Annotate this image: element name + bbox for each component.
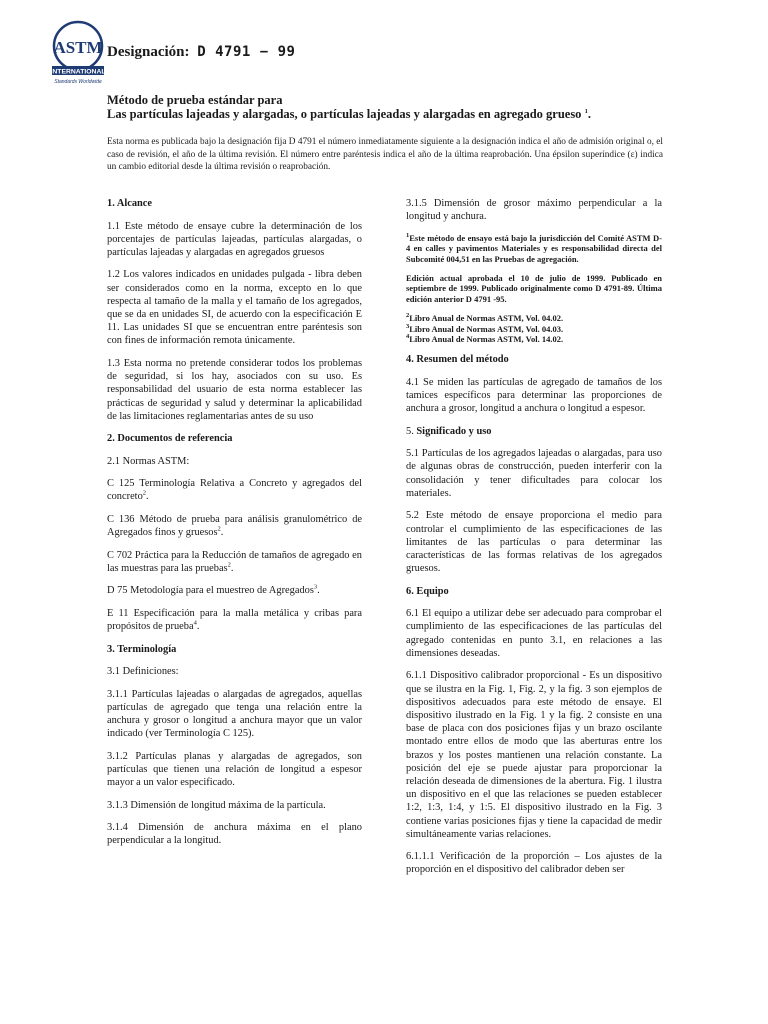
paragraph-4-1: 4.1 Se miden las partículas de agregado de tamaños de los tamices específicos para determinar las proporciones de anchura a grosor, longitud a anchura o longitud a espesor. <box>406 376 662 415</box>
paragraph-3-1-4: 3.1.4 Dimensión de anchura máxima en el plano perpendicular a la longitud. <box>107 822 362 847</box>
title-line-1: Método de prueba estándar para <box>107 93 283 107</box>
section-heading-significance: 5. Significado y uso <box>406 425 492 437</box>
reference-c125: C 125 Terminología Relativa a Concreto y agregados del concreto$^2$. <box>107 478 362 503</box>
paragraph-6-1: 6.1 El equipo a utilizar debe ser adecuado para comprobar el cumplimiento de las especificaciones de las partículas del agregado contenidas en punto 3.1, en relaciones a las dimensiones deseadas. <box>406 608 662 659</box>
paragraph-3-1-2: 3.1.2 Partículas planas y alargadas de agregados, son partículas que tienen una relación de longitud a espesor mayor a un valor especificado. <box>107 750 362 789</box>
paragraph-2-1: 2.1 Normas ASTM: <box>107 455 190 467</box>
paragraph-5-1: 5.1 Partículas de los agregados lajeadas o alargadas, para uso de algunas obras de construcción, pueden interferir con la consolidación y tener dificultades para colocar los materiales. <box>406 448 662 499</box>
paragraph-6-1-1-1: 6.1.1.1 Verificación de la proporción – Los ajustes de la proporción en el dispositivo del calibrador deben ser <box>406 851 662 876</box>
svg-text:Standards Worldwide: Standards Worldwide <box>54 79 102 85</box>
left-column <box>107 197 362 857</box>
svg-text:ASTM: ASTM <box>53 38 103 57</box>
designation <box>107 44 295 61</box>
section-heading-terminology: 3. Terminología <box>107 643 177 655</box>
reference-d75: D 75 Metodología para el muestreo de Agregados$^3$. <box>107 583 320 597</box>
title-line-2: Las partículas lajeadas y alargadas, o partículas lajeadas y alargadas en agregado grueso $^1$. <box>107 107 591 121</box>
designation-label: Designación: <box>107 44 190 60</box>
reference-c136: C 136 Método de prueba para análisis granulométrico de Agregados finos y gruesos$^2$. <box>107 513 362 539</box>
footnote-2: $^2$Libro Anual de Normas ASTM, Vol. 04.02. <box>406 312 564 324</box>
designation-code: D 4791 − 99 <box>197 44 296 60</box>
paragraph-1-1: 1.1 Este método de ensaye cubre la determinación de los porcentajes de partículas lajeadas, partículas alargadas, o partículas lajeadas y alargadas en agregados gruesos <box>107 220 362 258</box>
paragraph-5-2: 5.2 Este método de ensaye proporciona el medio para controlar el cumplimiento de las especificaciones de las limitantes de las partículas o para determinar las características de las formas relativas de los agregados gruesos. <box>406 510 662 575</box>
footnote-1: $^1$Este método de ensayo está bajo la jurisdicción del Comité ASTM D-4 en calles y pavimentos Materiales y es responsabilidad directa del Subcomité 004,51 en las Pruebas de agregación. <box>406 231 662 264</box>
reference-c702: C 702 Práctica para la Reducción de tamaños de agregado en las muestras para las pruebas$^2$. <box>107 549 362 574</box>
svg-text:INTERNATIONAL: INTERNATIONAL <box>50 68 106 76</box>
paragraph-1-2: 1.2 Los valores indicados en unidades pulgada - libra deben ser considerados como en la norma, excepto en lo que respecta al tamaño de la malla y el tamaño de los agregados, que se da en unidades SI, de acuerdo con la especificación E 11. Las unidades SI que se encuentran entre paréntesis son con fines de información remota únicamente. <box>107 269 362 347</box>
footnotes-volumes <box>406 313 662 344</box>
section-heading-equipment: 6. Equipo <box>406 585 449 597</box>
reference-e11: E 11 Especificación para la malla metálica y cribas para propósitos de prueba$^4$. <box>107 607 362 633</box>
paragraph-3-1-1: 3.1.1 Partículas lajeadas o alargadas de agregados, aquellas partículas de agregado que tenga una relación entre la anchura y grosor o longitud a anchura mayor que un valor indicado (ver Terminología C 125). <box>107 688 362 740</box>
footnote-4: $^4$Libro Anual de Normas ASTM, Vol. 14.02. <box>406 333 564 344</box>
right-column <box>406 197 662 886</box>
astm-logo <box>50 20 106 90</box>
footnote-edition: Edición actual aprobada el 10 de julio de 1999. Publicado en septiembre de 1999. Publicado originalmente como D 4791-89. Última edición anterior D 4791 -95. <box>406 272 662 304</box>
paragraph-1-3: 1.3 Esta norma no pretende considerar todos los problemas de seguridad, si los hay, asociados con su uso. Es responsabilidad del usuario de esta norma establecer las prácticas de seguridad y salud y determinar la aplicabilidad de las limitaciones reglamentarias antes de su uso <box>107 357 362 422</box>
section-heading-scope: 1. Alcance <box>107 198 153 209</box>
document-title <box>107 93 667 121</box>
paragraph-3-1: 3.1 Definiciones: <box>107 666 179 678</box>
paragraph-3-1-5: 3.1.5 Dimensión de grosor máximo perpendicular a la longitud y anchura. <box>406 198 662 223</box>
footnote-3: $^3$Libro Anual de Normas ASTM, Vol. 04.03. <box>406 322 564 334</box>
paragraph-3-1-3: 3.1.3 Dimensión de longitud máxima de la partícula. <box>107 799 326 811</box>
section-heading-summary: 4. Resumen del método <box>406 354 509 366</box>
standard-notice: Esta norma es publicada bajo la designación fija D 4791 el número inmediatamente siguiente a la designación indica el año de admisión original o, el caso de revisión, el año de la última revisión. El número entre paréntesis indica el año de la última reaprobación. Una épsilon superíndice (ε) indica un cambio editorial desde la última revisión o reaprobación. <box>107 137 663 172</box>
section-heading-references: 2. Documentos de referencia <box>107 433 233 445</box>
paragraph-6-1-1: 6.1.1 Dispositivo calibrador proporcional - Es un dispositivo que se ilustra en la Fig. 1, Fig. 2, y la fig. 3 son ejemplos de dispositivos adecuados para este método de ensaye. El dispositivo ilustrado en la Fig. 1 y la fig. 2 consiste en una base de placa con dos posiciones fijas y un brazo oscilante montado entre ellos de modo que las aberturas entre los brazos y los postes mantienen una relación constante. La posición del eje se puede ajustar para proporcionar la relación deseada de dimensiones de la abertura. Fig. 1 ilustra un dispositivo en el que las relaciones se pueden establecer 1:2, 1:3, 1:4, y 1:5. El dispositivo ilustrado en la Fig. 3 contiene varias posiciones fijas y tiene la capacidad de medir simultáneamente varias relaciones. <box>406 670 662 840</box>
